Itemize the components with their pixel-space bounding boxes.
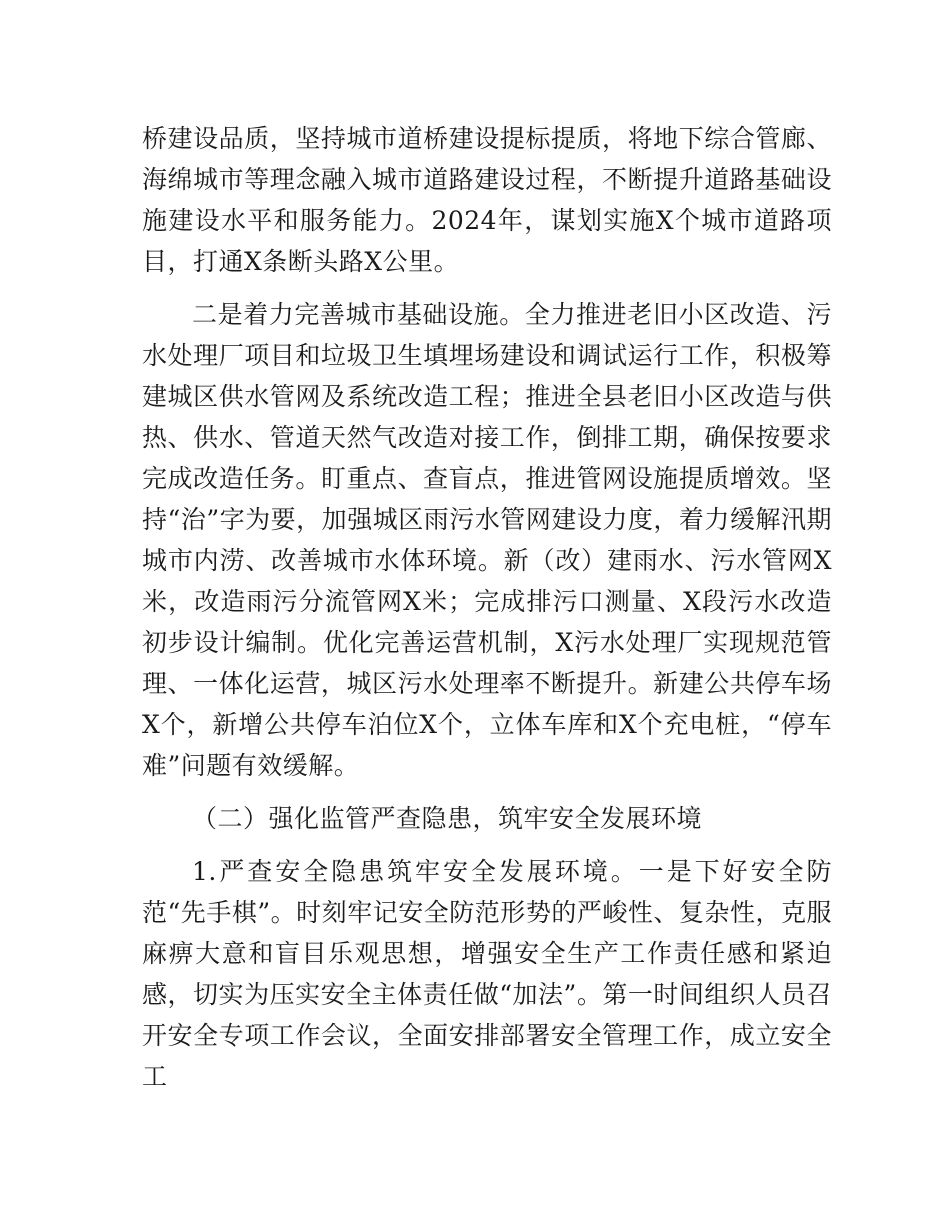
paragraph-continuation: 桥建设品质，坚持城市道桥建设提标提质，将地下综合管廊、海绵城市等理念融入城市道路建设过程，不断提升道路基础设施建设水平和服务能力。2024年，谋划实施X个城市道路项目，打通X条断头路X公里。 [142,124,832,276]
section-heading: （二）强化监管严查隐患，筑牢安全发展环境 [192,804,703,833]
document-body [142,118,832,1097]
paragraph-infrastructure: 二是着力完善城市基础设施。全力推进老旧小区改造、污水处理厂项目和垃圾卫生填埋场建设和调试运行工作，积极筹建城区供水管网及系统改造工程；推进全县老旧小区改造与供热、供水、管道天然气改造对接工作，倒排工期，确保按要求完成改造任务。盯重点、查盲点，推进管网设施提质增效。坚持“治”字为要，加强城区雨污水管网建设力度，着力缓解汛期城市内涝、改善城市水体环境。新（改）建雨水、污水管网X米，改造雨污分流管网X米；完成排污口测量、X段污水改造初步设计编制。优化完善运营机制，X污水处理厂实现规范管理、一体化运营，城区污水处理率不断提升。新建公共停车场X个，新增公共停车泊位X个，立体车库和X个充电桩，“停车难”问题有效缓解。 [142,300,832,780]
paragraph-safety: 1.严查安全隐患筑牢安全发展环境。一是下好安全防范“先手棋”。时刻牢记安全防范形势的严峻性、复杂性，克服麻痹大意和盲目乐观思想，增强安全生产工作责任感和紧迫感，切实为压实安全主体责任做“加法”。第一时间组织人员召开安全专项工作会议，全面安排部署安全管理工作，成立安全工 [142,857,832,1091]
